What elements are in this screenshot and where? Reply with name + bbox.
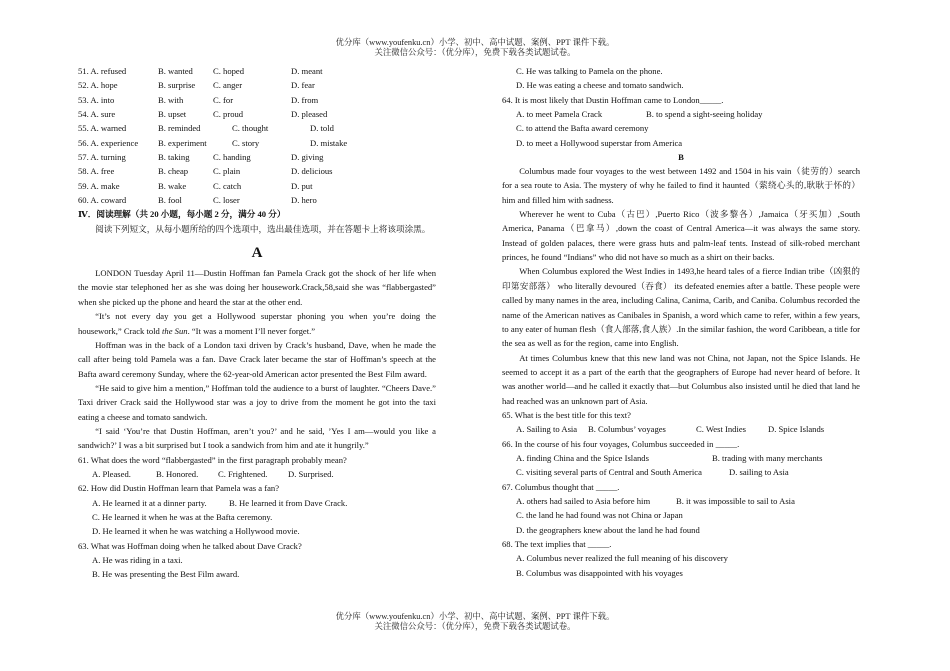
q62-stem: 62. How did Dustin Hoffman learn that Pamela was a fan? xyxy=(78,483,280,494)
passage-a-p1: LONDON Tuesday April 11—Dustin Hoffman fan Pamela Crack got the shock of her life when the movie star telephoned her as she was doing her housework.Crack,58,said she was “flabbergasted” when she picked up the phone and heard the star at the other end. xyxy=(78,268,436,307)
q68-option-a: A. Columbus never realized the full meaning of his discovery xyxy=(516,553,728,564)
section-instruction: 阅读下列短文，从每小题所给的四个选项中，选出最佳选项，并在答题卡上将该项涂黑。 xyxy=(95,223,431,234)
cloze-row-57: 57. A. turning B. taking C. handing D. giving xyxy=(78,152,324,163)
q62-option-c: C. He learned it when he was at the Bafta ceremony. xyxy=(92,511,273,522)
q67-option-d: D. the geographers knew about the land he had found xyxy=(516,524,700,535)
q65-options: A. Sailing to Asia B. Columbus’ voyages C. West Indies D. Spice Islands xyxy=(516,424,825,435)
cloze-row-59: 59. A. make B. wake C. catch D. put xyxy=(78,180,313,191)
q67-options-ab: A. others had sailed to Asia before him B. it was impossible to sail to Asia xyxy=(516,495,795,506)
q67-option-c: C. the land he had found was not China or Japan xyxy=(516,510,683,521)
passage-b-p1: Columbus made four voyages to the west between 1492 and 1504 in his vain（徒劳的）search for a sea route to Asia. The mystery of why he failed to find it haunted（萦绕心头的,耿耿于怀的）him and filled him with sadness. xyxy=(502,166,860,205)
q65-stem: 65. What is the best title for this text? xyxy=(502,409,631,420)
q63-stem: 63. What was Hoffman doing when he talked about Dave Crack? xyxy=(78,540,302,551)
q61-options: A. Pleased. B. Honored. C. Frightened. D. Surprised. xyxy=(92,468,334,479)
right-column xyxy=(502,64,860,580)
page-header xyxy=(0,38,950,58)
cloze-row-60: 60. A. coward B. fool C. loser D. hero xyxy=(78,195,317,206)
cloze-row-56: 56. A. experience B. experiment C. story D. mistake xyxy=(78,137,348,148)
q66-stem: 66. In the course of his four voyages, Columbus succeeded in _____. xyxy=(502,438,740,449)
cloze-row-54: 54. A. sure B. upset C. proud D. pleased xyxy=(78,109,328,120)
passage-a-label: A xyxy=(251,245,263,262)
q68-stem: 68. The text implies that _____. xyxy=(502,539,612,549)
passage-a-p4: “He said to give him a mention,” Hoffman told the audience to a burst of laughter. “Cheers Dave.” Taxi driver Crack said the Hollywood star was a joy to drive from the moment he got into the taxi eating a cheese and tomato sandwich. xyxy=(78,382,436,422)
q67-stem: 67. Columbus thought that _____. xyxy=(502,481,620,492)
q62-option-d: D. He learned it when he was watching a Hollywood movie. xyxy=(92,526,300,537)
page-footer xyxy=(0,612,950,632)
q66-options-ab: A. finding China and the Spice Islands B. trading with many merchants xyxy=(516,452,823,463)
q64-option-d: D. to meet a Hollywood superstar from America xyxy=(516,137,683,148)
cloze-row-52: 52. A. hope B. surprise C. anger D. fear xyxy=(78,80,315,91)
section-title: Ⅳ．阅读理解（共 20 小题，每小题 2 分，满分 40 分） xyxy=(78,209,286,220)
footer-line-2: 关注微信公众号：（优分库），免费下载各类试题试卷。 xyxy=(374,622,576,631)
header-line-2: 关注微信公众号：（优分库），免费下载各类试题试卷。 xyxy=(374,48,576,57)
q64-options-ab: A. to meet Pamela Crack B. to spend a sight-seeing holiday xyxy=(516,109,763,120)
cloze-row-53: 53. A. into B. with C. for D. from xyxy=(78,94,319,105)
passage-b-p3: When Columbus explored the West Indies in 1493,he heard tales of a fierce Indian tribe（凶狠的印第安部落） who literally devoured（吞食） its defeated enemies after a battle. These people were called by many names in the area, including Calina, Canima, Carib, and Caniba. Columbus recorded the name of the American natives as Canibales in Spanish, a word which came to refer, within a few years, to any eater of human flesh（食人部落,食人族）.In the similar fashion, the word Caribbean, a title for the sea as well as for the region, came into English. xyxy=(502,266,860,349)
q62-options-ab: A. He learned it at a dinner party. B. He learned it from Dave Crack. xyxy=(92,497,348,508)
q64-stem: 64. It is most likely that Dustin Hoffman came to London_____. xyxy=(502,94,724,105)
cloze-row-55: 55. A. warned B. reminded C. thought D. told xyxy=(78,123,334,134)
q61-stem: 61. What does the word “flabbergasted” in the first paragraph probably mean? xyxy=(78,454,347,465)
q63-option-a: A. He was riding in a taxi. xyxy=(92,555,183,565)
cloze-row-58: 58. A. free B. cheap C. plain D. delicious xyxy=(78,166,333,177)
left-column xyxy=(78,64,436,582)
passage-b-p2: Wherever he went to Cuba（古巴）,Puerto Rico（波多黎各）,Jamaica（牙买加）,South America, Panama（巴拿马）,down the coast of Central America—it was always the same story. Instead of golden palaces, there were grass huts and palm-leaf tents. Instead of silk-robed merchant princes, he found “Indians” who did not have so much as a shirt on their backs. xyxy=(502,209,860,263)
q63-option-c: C. He was talking to Pamela on the phone. xyxy=(516,66,663,76)
passage-a-p2: “It’s not every day you get a Hollywood superstar phoning you when you’re doing the housework,” Crack told the Sun. “It was a moment I’ll never forget.” xyxy=(78,311,436,336)
q64-option-c: C. to attend the Bafta award ceremony xyxy=(516,123,649,134)
passage-a-p5: “I said ‘You’re that Dustin Hoffman, aren’t you?’ and he said, ’Yes I am—would you like a sandwich?’ I was a bit surprised but I took a sandwich from him and ate it hungrily.” xyxy=(78,425,436,451)
q66-options-cd: C. visiting several parts of Central and South America D. sailing to Asia xyxy=(516,467,789,478)
q63-option-d: D. He was eating a cheese and tomato sandwich. xyxy=(516,80,684,91)
passage-b-p4: At times Columbus knew that this new land was not China, not Japan, not the Spice Islands. He seemed to accept it as a part of the earth that the geographers of Europe had never heard of before. It was another world—and he called it exactly that—but Columbus also insisted until he died that land he had reached was an unknown part of Asia. xyxy=(502,352,860,406)
q68-option-b: B. Columbus was disappointed with his voyages xyxy=(516,567,683,578)
header-line-1: 优分库（www.youfenku.cn）小学、初中、高中试题、案例、PPT 课件下载。 xyxy=(335,38,615,47)
q63-option-b: B. He was presenting the Best Film award. xyxy=(92,569,240,580)
footer-line-1: 优分库（www.youfenku.cn）小学、初中、高中试题、案例、PPT 课件下载。 xyxy=(335,612,615,621)
cloze-options xyxy=(78,64,436,207)
passage-b-label: B xyxy=(678,152,684,163)
cloze-row-51: 51. A. refused B. wanted C. hoped D. meant xyxy=(78,66,323,76)
passage-a-p3: Hoffman was in the back of a London taxi driven by Crack’s husband, Dave, when he made the call after being told Pamela was a fan. Dave Crack later became the star of Hoffman’s speech at the Bafta award ceremony Sunday, where the 62-year-old American actor presented the Best Film award. xyxy=(78,339,436,379)
